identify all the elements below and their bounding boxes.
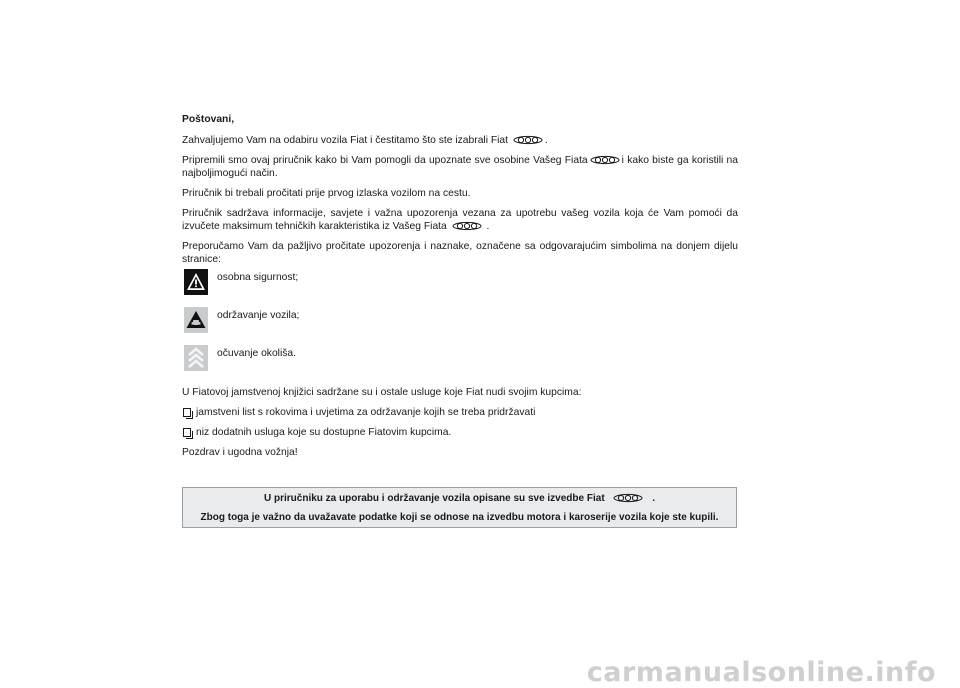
contains-paragraph: [182, 207, 738, 233]
read-before-paragraph: Priručnik bi trebali pročitati prije prvog izlaska vozilom na cestu.: [182, 188, 471, 199]
recommend-paragraph: Preporučamo Vam da pažljivo pročitate upozorenja i naznake, označene sa odgovarajućim simbolima na donjem dijelu stranice:: [182, 241, 738, 265]
watermark: carmanualsonline.info: [586, 657, 936, 688]
intro-text-end: .: [544, 135, 548, 146]
symbol-label-safety: osobna sigurnost;: [217, 272, 299, 283]
checkbox-bullet-icon: [183, 428, 191, 437]
contains-text: Priručnik sadržava informacije, savjete i važna upozorenja vezana za upotrebu vašeg vozila koja će Vam pomoći da izvučete maksimum tehničkih karakteristika iz Vašeg Fiata: [182, 208, 738, 232]
list-item-text: jamstveni list s rokovima i uvjetima za održavanje kojih se treba pridržavati: [196, 407, 536, 418]
note-line-1: [183, 493, 736, 505]
symbol-row-safety: [182, 269, 738, 305]
note-line-1-end: .: [652, 493, 655, 504]
closing: Pozdrav i ugodna vožnja!: [182, 447, 298, 458]
prepared-text-end: i kako biste ga koristili na najboljimogući način.: [182, 155, 738, 179]
note-box: [182, 487, 737, 528]
prepared-text: Pripremili smo ovaj priručnik kako bi Vam pomogli da upoznate sve osobine Vašeg Fiata: [182, 155, 588, 166]
list-item: [182, 426, 738, 439]
symbol-label-environment: očuvanje okoliša.: [217, 348, 296, 359]
warning-triangle-icon: [184, 269, 208, 295]
fiat-model-logo-icon: [513, 135, 543, 145]
greeting: Poštovani,: [182, 114, 235, 125]
car-maintenance-icon: [184, 307, 208, 333]
fiat-model-logo-icon: [613, 493, 643, 503]
prepared-paragraph: [182, 154, 738, 180]
symbol-row-environment: [182, 345, 738, 381]
symbol-label-maintenance: održavanje vozila;: [217, 310, 300, 321]
list-item-text: niz dodatnih usluga koje su dostupne Fiatovim kupcima.: [196, 427, 452, 438]
warranty-intro: U Fiatovoj jamstvenoj knjižici sadržane su i ostale usluge koje Fiat nudi svojim kupcima:: [182, 387, 582, 398]
note-line-2: Zbog toga je važno da uvažavate podatke koji se odnose na izvedbu motora i karoserije vozila koje ste kupili.: [200, 512, 719, 523]
contains-text-end: .: [486, 221, 490, 232]
environment-icon: [184, 345, 208, 371]
list-item: [182, 406, 738, 419]
note-line-1-text: U priručniku za uporabu i održavanje vozila opisane su sve izvedbe Fiat: [264, 493, 605, 504]
symbol-row-maintenance: [182, 307, 738, 343]
checkbox-bullet-icon: [183, 408, 191, 417]
fiat-model-logo-icon: [452, 221, 482, 231]
fiat-model-logo-icon: [590, 155, 620, 165]
manual-page: [182, 113, 738, 466]
intro-text: Zahvaljujemo Vam na odabiru vozila Fiat i čestitamo što ste izabrali Fiat: [182, 135, 509, 146]
intro-paragraph: [182, 134, 738, 147]
